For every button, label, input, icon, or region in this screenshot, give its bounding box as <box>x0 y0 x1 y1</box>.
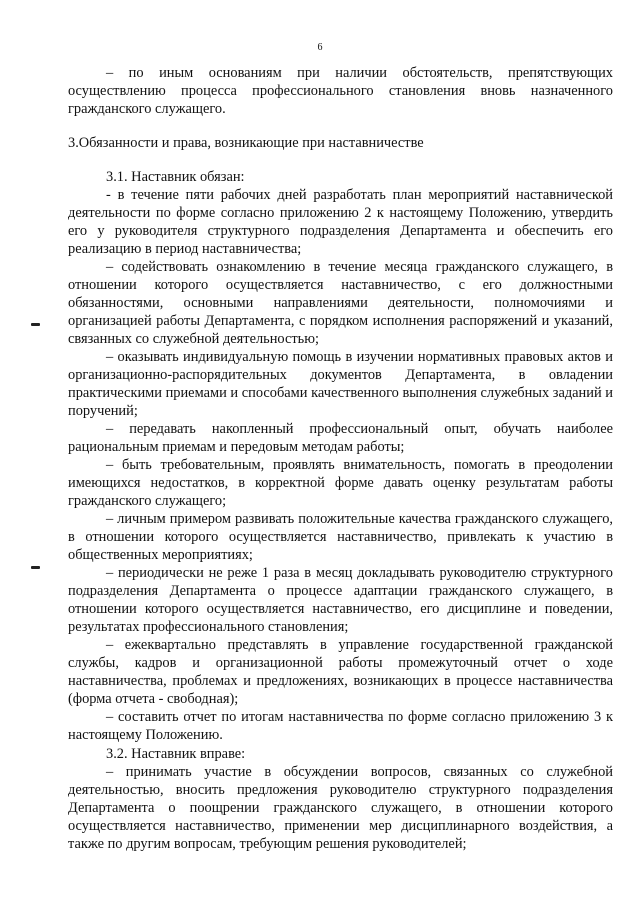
duty-item: - в течение пяти рабочих дней разработать план мероприятий наставнической деятельности по форме согласно приложению 2 к настоящему Положению, утвердить его у руководителя структурного подразделения Департамента и обеспечить его реализацию в период наставничества; <box>68 187 613 257</box>
scan-margin-mark <box>31 323 40 326</box>
duty-item: – личным примером развивать положительные качества гражданского служащего, в отношении которого осуществляется наставничество, привлекать к участию в общественных мероприятиях; <box>68 511 613 563</box>
duty-item: – оказывать индивидуальную помощь в изучении нормативных правовых актов и организационно-распорядительных документов Департамента, в овладении практическими приемами и способами качественного выполнения служебных заданий и поручений; <box>68 349 613 419</box>
duty-item: – периодически не реже 1 раза в месяц докладывать руководителю структурного подразделения Департамента о процессе адаптации гражданского служащего, в отношении которого осуществляется наставничество, его дисциплине и поведении, результатах профессионального становления; <box>68 565 613 635</box>
page-number: 6 <box>317 42 323 53</box>
clause-3-2-title: 3.2. Наставник вправе: <box>106 746 246 762</box>
duty-item: – содействовать ознакомлению в течение месяца гражданского служащего, в отношении которого осуществляется наставничество, с его должностными обязанностями, основными направлениями деятельности, полномочиями и организацией работы Департамента, с порядком исполнения распоряжений и указаний, связанных со служебной деятельностью; <box>68 259 613 347</box>
section-title: 3.Обязанности и права, возникающие при наставничестве <box>68 135 424 151</box>
duty-item: – передавать накопленный профессиональный опыт, обучать наиболее рациональным приемам и передовым методам работы; <box>68 421 613 455</box>
right-item: – принимать участие в обсуждении вопросов, связанных со служебной деятельностью, вносить предложения руководителю структурного подразделения Департамента о поощрении гражданского служащего, в отношении которого осуществляется наставничество, применении мер дисциплинарного воздействия, а также по другим вопросам, требующим решения руководителей; <box>68 764 613 852</box>
duty-item: – составить отчет по итогам наставничества по форме согласно приложению 3 к настоящему Положению. <box>68 709 613 743</box>
scan-margin-mark <box>31 566 40 569</box>
document-body <box>68 64 613 853</box>
intro-continuation: – по иным основаниям при наличии обстоятельств, препятствующих осуществлению процесса профессионального становления вновь назначенного гражданского служащего. <box>68 65 613 117</box>
duty-item: – быть требовательным, проявлять внимательность, помогать в преодолении имеющихся недостатков, в корректной форме давать оценку результатам работы гражданского служащего; <box>68 457 613 509</box>
duty-item: – ежеквартально представлять в управление государственной гражданской службы, кадров и организационной работы промежуточный отчет о ходе наставничества, проблемах и предложениях, возникающих в процессе наставничества (форма отчета - свободная); <box>68 637 613 707</box>
clause-3-1-title: 3.1. Наставник обязан: <box>106 169 245 185</box>
